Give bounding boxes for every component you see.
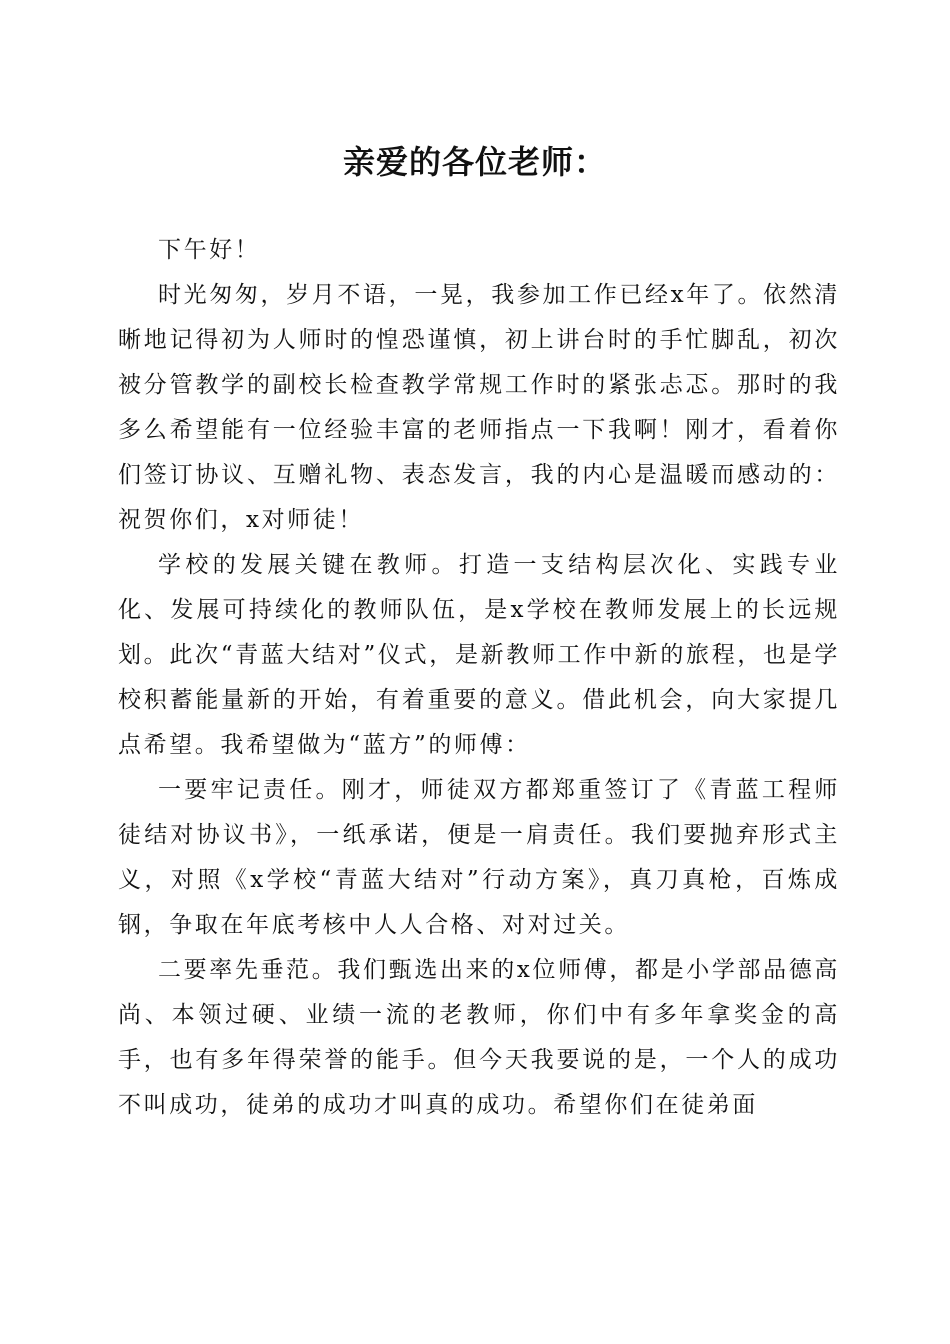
- paragraph-greeting: 下午好！: [158, 237, 261, 263]
- paragraph-school-development: 学校的发展关键在教师。打造一支结构层次化、实践专业化、发展可持续化的教师队伍，是x学校在教师发展上的长远规划。此次“青蓝大结对”仪式，是新教师工作中新的旅程，也是学校积蓄能量新的开始，有着重要的意义。借此机会，向大家提几点希望。我希望做为“蓝方”的师傅：: [118, 552, 840, 758]
- paragraph-responsibility: 一要牢记责任。刚才，师徒双方都郑重签订了《青蓝工程师徒结对协议书》，一纸承诺，便是一肩责任。我们要抛弃形式主义，对照《x学校“青蓝大结对”行动方案》，真刀真枪，百炼成钢，争取在年底考核中人人合格、对对过关。: [118, 777, 840, 938]
- document-body: [118, 228, 840, 1128]
- paragraph-reflection: 时光匆匆，岁月不语，一晃，我参加工作已经x年了。依然清晰地记得初为人师时的惶恐谨慎，初上讲台时的手忙脚乱，初次被分管教学的副校长检查教学常规工作时的紧张忐忑。那时的我多么希望能有一位经验丰富的老师指点一下我啊！刚才，看着你们签订协议、互赠礼物、表态发言，我的内心是温暖而感动的：祝贺你们，x对师徒！: [118, 282, 840, 533]
- paragraph-lead-by-example: 二要率先垂范。我们甄选出来的x位师傅，都是小学部品德高尚、本领过硬、业绩一流的老教师，你们中有多年拿奖金的高手，也有多年得荣誉的能手。但今天我要说的是，一个人的成功不叫成功，徒弟的成功才叫真的成功。希望你们在徒弟面: [118, 957, 840, 1118]
- document-title: 亲爱的各位老师：: [342, 143, 607, 181]
